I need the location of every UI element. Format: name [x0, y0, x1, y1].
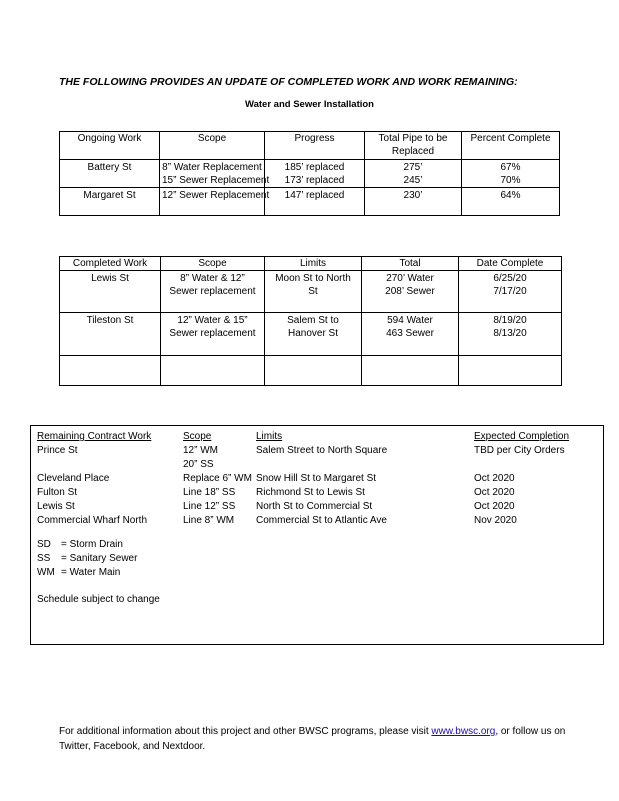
legend-meaning: = Storm Drain	[61, 539, 123, 550]
remaining-header-work: Remaining Contract Work	[37, 431, 152, 442]
remaining-header-scope: Scope	[183, 431, 212, 442]
completed-header-total: Total	[362, 257, 459, 271]
table-row	[60, 271, 562, 313]
legend-meaning: = Water Main	[61, 567, 121, 578]
remaining-limits-cell: North St to Commercial St	[256, 501, 373, 512]
empty-cell	[362, 356, 459, 386]
remaining-work-cell: Lewis St	[37, 501, 75, 512]
legend-abbr: SD	[37, 539, 51, 550]
empty-cell	[60, 356, 161, 386]
legend-abbr: WM	[37, 567, 55, 578]
remaining-header-completion: Expected Completion	[474, 431, 570, 442]
completed-header-date: Date Complete	[459, 257, 562, 271]
remaining-limits-cell: Commercial St to Atlantic Ave	[256, 515, 387, 526]
ongoing-total-cell: 275’ 245’	[365, 160, 462, 188]
ongoing-scope-cell: 12” Sewer Replacement	[160, 188, 265, 216]
remaining-work-cell: Prince St	[37, 445, 78, 456]
ongoing-header-total: Total Pipe to be Replaced	[365, 132, 462, 160]
remaining-completion-cell: Nov 2020	[474, 515, 517, 526]
ongoing-work-cell: Margaret St	[60, 188, 160, 216]
footer-text	[59, 724, 569, 754]
ongoing-progress-cell: 147’ replaced	[265, 188, 365, 216]
remaining-scope-cell: Line 8” WM	[183, 515, 235, 526]
remaining-work-cell: Fulton St	[37, 487, 78, 498]
table-row	[60, 160, 560, 188]
remaining-scope-cell: 20” SS	[183, 459, 214, 470]
table-row	[60, 313, 562, 356]
completed-header-work: Completed Work	[60, 257, 161, 271]
ongoing-work-table	[59, 131, 560, 216]
remaining-scope-cell: Line 12” SS	[183, 501, 236, 512]
remaining-completion-cell: Oct 2020	[474, 487, 515, 498]
ongoing-header-work: Ongoing Work	[60, 132, 160, 160]
ongoing-header-scope: Scope	[160, 132, 265, 160]
footer-text-after: , or follow us on Twitter, Facebook, and Nextdoor.	[59, 726, 566, 752]
empty-cell	[459, 356, 562, 386]
remaining-limits-cell: Richmond St to Lewis St	[256, 487, 365, 498]
legend-abbr: SS	[37, 553, 51, 564]
empty-cell	[265, 356, 362, 386]
remaining-header-limits: Limits	[256, 431, 283, 442]
footer-text-before: For additional information about this project and other BWSC programs, please visit	[59, 726, 432, 737]
remaining-work-cell: Commercial Wharf North	[37, 515, 148, 526]
remaining-work-box	[30, 425, 604, 645]
remaining-scope-cell: 12” WM	[183, 445, 218, 456]
completed-total-cell: 594 Water 463 Sewer	[362, 313, 459, 356]
ongoing-percent-cell: 67% 70%	[462, 160, 560, 188]
completed-date-cell: 6/25/20 7/17/20	[459, 271, 562, 313]
ongoing-header-percent: Percent Complete	[462, 132, 560, 160]
completed-header-row	[60, 257, 562, 271]
remaining-completion-cell: Oct 2020	[474, 473, 515, 484]
completed-work-cell: Lewis St	[60, 271, 161, 313]
completed-date-cell: 8/19/20 8/13/20	[459, 313, 562, 356]
remaining-scope-cell: Replace 6” WM	[183, 473, 252, 484]
remaining-limits-cell: Snow Hill St to Margaret St	[256, 473, 377, 484]
table-row	[60, 188, 560, 216]
ongoing-scope-cell: 8” Water Replacement 15” Sewer Replacement	[160, 160, 265, 188]
remaining-scope-cell: Line 18” SS	[183, 487, 236, 498]
ongoing-header-progress: Progress	[265, 132, 365, 160]
schedule-note: Schedule subject to change	[37, 594, 160, 605]
completed-header-scope: Scope	[161, 257, 265, 271]
bwsc-link[interactable]: www.bwsc.org	[431, 726, 496, 737]
legend-meaning: = Sanitary Sewer	[61, 553, 138, 564]
completed-work-cell: Tileston St	[60, 313, 161, 356]
section-subheading: Water and Sewer Installation	[245, 99, 374, 110]
remaining-limits-cell: Salem Street to North Square	[256, 445, 388, 456]
completed-header-limits: Limits	[265, 257, 362, 271]
ongoing-percent-cell: 64%	[462, 188, 560, 216]
ongoing-progress-cell: 185’ replaced 173’ replaced	[265, 160, 365, 188]
completed-limits-cell: Salem St to Hanover St	[265, 313, 362, 356]
completed-work-table	[59, 256, 562, 386]
ongoing-header-row	[60, 132, 560, 160]
completed-scope-cell: 8” Water & 12” Sewer replacement	[161, 271, 265, 313]
completed-scope-cell: 12” Water & 15” Sewer replacement	[161, 313, 265, 356]
remaining-work-cell: Cleveland Place	[37, 473, 110, 484]
table-row-empty	[60, 356, 562, 386]
remaining-completion-cell: Oct 2020	[474, 501, 515, 512]
empty-cell	[161, 356, 265, 386]
page-heading: THE FOLLOWING PROVIDES AN UPDATE OF COMPLETED WORK AND WORK REMAINING:	[59, 76, 518, 88]
completed-limits-cell: Moon St to North St	[265, 271, 362, 313]
remaining-completion-cell: TBD per City Orders	[474, 445, 565, 456]
ongoing-total-cell: 230’	[365, 188, 462, 216]
completed-total-cell: 270’ Water 208’ Sewer	[362, 271, 459, 313]
ongoing-work-cell: Battery St	[60, 160, 160, 188]
